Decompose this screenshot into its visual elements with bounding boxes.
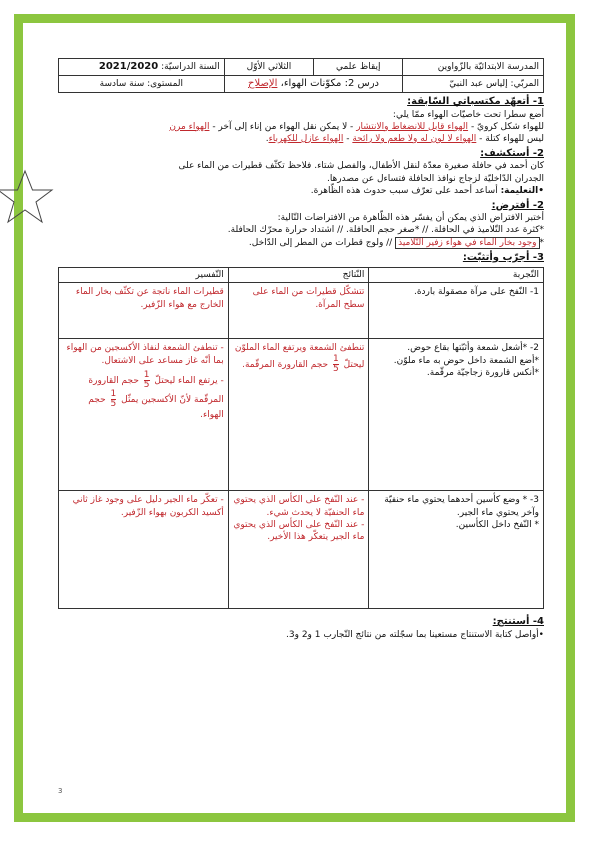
interpretation-text: - تنطفئ الشمعة لنفاذ الأكسجين من الهواء بما أنّه غاز مساعد على الاشتعال.	[66, 343, 224, 366]
fraction: $\frac{1}{5}$	[110, 388, 117, 409]
interpretation-cell: قطيرات الماء ناتجة عن تكثّف بخار الماء الخارج مع هواء الزّفير.	[59, 283, 229, 339]
lesson-title	[224, 76, 403, 93]
item-text: .	[265, 133, 269, 144]
result-cell	[228, 339, 369, 491]
level: المستوى: سنة سادسة	[59, 76, 225, 93]
step-text: *أنكس قارورة زجاجيّة مرقّمة.	[426, 367, 539, 378]
section3-text3: *وجود بخار الماء في هواء زفير التّلاميذ // ولوج قطرات من المطر إلى الدّاخل.	[248, 237, 544, 248]
section1-title: 1- أتعهّد مكتسباتي السّابقة:	[407, 96, 544, 107]
section5-title: 4- أستنتج:	[492, 616, 544, 628]
subject: إيقاظ علمي	[314, 59, 403, 76]
section3-text2: *كثرة عدد التّلاميذ في الحافلة. // *صغر حجم الحافلة. // اشتداد حرارة محرّك الحافلة.	[227, 225, 544, 236]
interpretation-cell	[59, 339, 229, 491]
lesson-prefix: درس 2:	[344, 78, 379, 90]
section4-title: 3- أجرّب وأتثبّت:	[462, 251, 544, 263]
interpretation-cell: - تعكّر ماء الجير دليل على وجود غاز ثاني أكسيد الكربون بهواء الزّفير.	[59, 491, 229, 609]
experiment-cell	[369, 491, 544, 609]
section2-text2: الجدران الدّاخليّة لزجاج نوافذ الحافلة فتساءل عن مصدرها.	[326, 173, 544, 184]
section5-text: •أواصل كتابة الاستنتاج مستعينا بما سجّلته من نتائج التّجارب 1 و2 و3.	[285, 629, 544, 640]
table-row	[59, 283, 544, 339]
term: الثلاثي الأوّل	[224, 59, 313, 76]
table-row	[59, 339, 544, 491]
item-text: - لا يمكن نقل الهواء من إناء إلى آخر -	[212, 121, 354, 132]
underlined-answer: الهواء مرن	[169, 121, 210, 132]
school-year	[59, 59, 225, 76]
section2-title: 2- أستكشف:	[480, 147, 544, 159]
lesson-name: مكوّنات الهواء،	[280, 78, 342, 90]
fraction: $\frac{1}{5}$	[143, 369, 150, 390]
result-cell: تتشكّل قطيرات من الماء على سطح المرآة.	[228, 283, 369, 339]
task-label: •التعليمة:	[500, 185, 544, 196]
year-value: 2021/2020	[98, 61, 159, 73]
step-text: 3- * وضع كأسين أحدهما يحتوي ماء حنفيّة وآخر يحتوي ماء الجير.	[384, 495, 539, 518]
section2-text1: كان أحمد في حافلة صغيرة معدّة لنقل الأطفال، والفصل شتاء. فلاحظ تكثّف قطيرات من الماء على	[178, 161, 544, 172]
result-text: تنطفئ الشمعة ويرتفع الماء الملوّن ليحتلّ	[234, 343, 365, 370]
section2-task	[58, 185, 544, 197]
result-text: - عند النّفخ على الكأس الذي يحتوي ماء الجير يتعكّر هذا الأخير.	[233, 519, 365, 542]
result-text: حجم القارورة المرقّمة.	[242, 359, 329, 370]
teacher-name: المربّي: إلياس عبد النبيّ	[403, 76, 544, 93]
col-interpretation: التّفسير	[59, 268, 229, 283]
col-experiment: التّجربة	[369, 268, 544, 283]
step-text: *أضع الشمعة داخل حوض به ماء ملوّن.	[393, 355, 539, 366]
section1-line2	[58, 133, 544, 145]
item-text: -	[346, 133, 350, 144]
result-text: - عند النّفخ على الكأس الذي يحتوي ماء الحنفيّة لا يحدث شيء.	[233, 495, 365, 518]
step-text: * النّفخ داخل الكأسين.	[455, 519, 539, 530]
section3-title: 2- أفترض:	[491, 199, 544, 211]
underlined-answer: الهواء عازل للكهرباء	[268, 133, 344, 144]
school-name: المدرسة الابتدائيّة بالزّواوين	[403, 59, 544, 76]
item-text: للهواء شكل كرويّ -	[470, 121, 544, 132]
item-text: ليس للهواء كتلة -	[479, 133, 544, 144]
step-text: 2- *أشعل شمعة وأثبّتها بقاع حوض.	[407, 343, 539, 354]
experiment-cell: 1- النّفخ على مرآة مصقولة باردة.	[369, 283, 544, 339]
interpretation-text: - يرتفع الماء ليحتلّ $\frac{1}{5}$ حجم القارورة المرقّمة لأنّ الأكسجين يمثّل $\frac{1}{5}$ حجم الهواء.	[88, 369, 224, 420]
underlined-answer: الهواء قابل للانضغاط والانتشار	[356, 121, 469, 132]
chosen-hypothesis: وجود بخار الماء في هواء زفير التّلاميذ	[395, 237, 539, 249]
table-row	[59, 491, 544, 609]
section1-line1	[58, 121, 544, 133]
result-cell	[228, 491, 369, 609]
task-text: أساعد أحمد على تعرّف سبب حدوث هذه الظّاهرة.	[310, 185, 498, 196]
year-label: السنة الدراسيّة:	[161, 62, 220, 73]
star-outline-icon	[0, 168, 56, 228]
experiment-cell	[369, 339, 544, 491]
fraction: $\frac{1}{5}$	[332, 353, 339, 374]
col-results: النّتائج	[228, 268, 369, 283]
section1-instruction: أضع سطرا تحت خاصيّات الهواء ممّا يلي:	[392, 109, 544, 120]
page-number: 3	[58, 787, 63, 795]
lesson-correction: الإصلاح	[248, 78, 278, 90]
section3-text1: أختبر الافتراض الذي يمكن أن يفسّر هذه الظّاهرة من الافتراضات التّالية:	[277, 213, 544, 224]
header-table	[58, 58, 544, 93]
underlined-answer: الهواء لا لون له ولا طعم ولا رائحة	[352, 133, 477, 144]
hypothesis-rest: // ولوج قطرات من المطر إلى الدّاخل.	[248, 237, 393, 248]
worksheet	[58, 58, 544, 641]
experiment-table	[58, 267, 544, 609]
